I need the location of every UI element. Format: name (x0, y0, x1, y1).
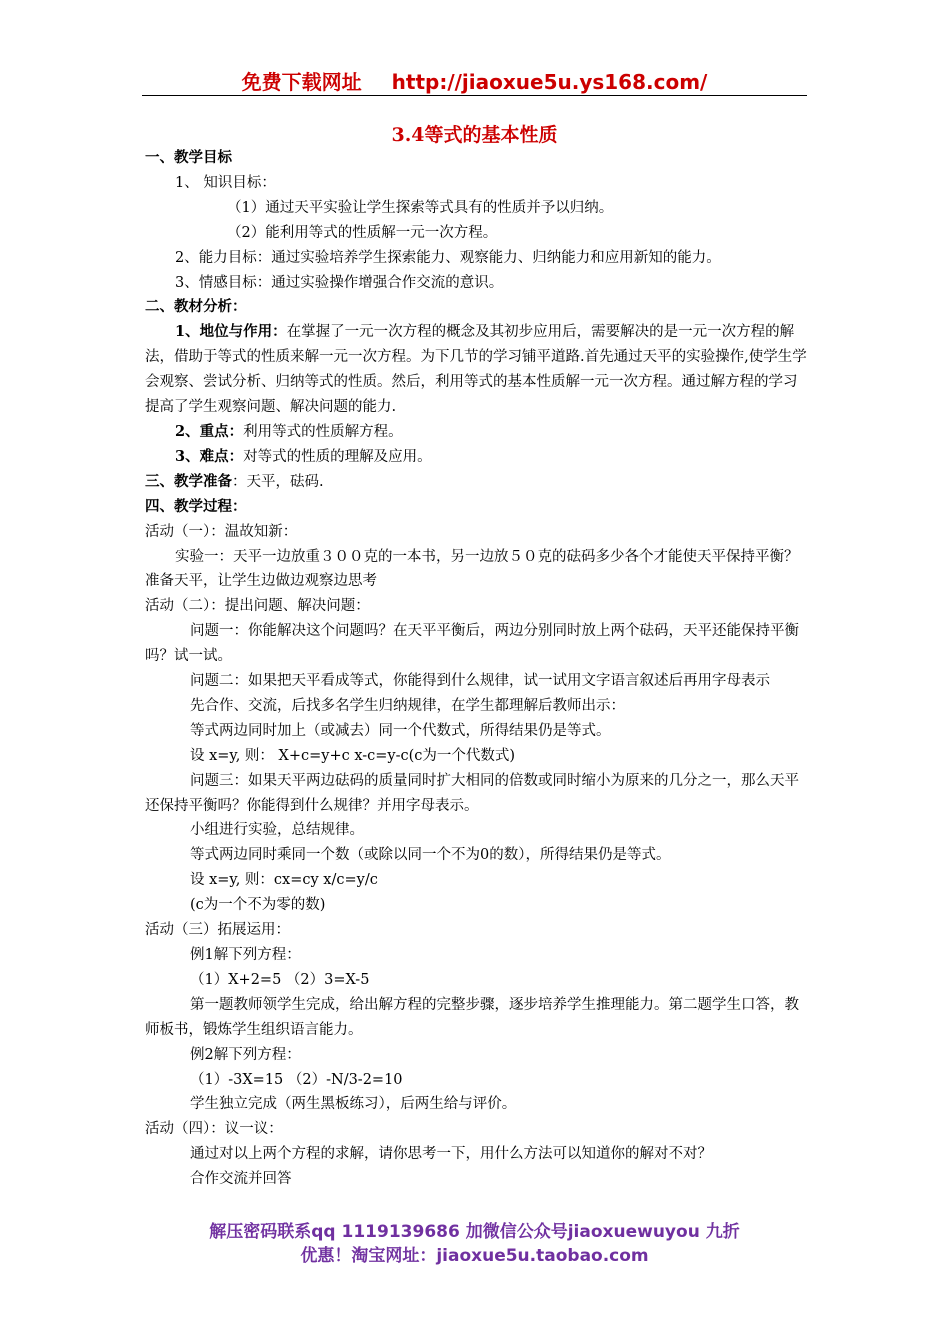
group-experiment: 小组进行实验，总结规律。 (190, 822, 364, 839)
footer-line-2[interactable]: 优惠！淘宝网址：jiaoxue5u.taobao.com (300, 1246, 649, 1266)
example-2-heading: 例2解下列方程： (190, 1046, 301, 1063)
role-paragraph (145, 320, 810, 420)
knowledge-goal: 1、 知识目标： (175, 174, 276, 191)
difficult-point-text: 对等式的性质的理解及应用。 (243, 448, 432, 465)
header-url-link[interactable]: http://jiaoxue5u.ys168.com/ (391, 70, 708, 94)
cooperate-text: 先合作、交流，后找多名学生归纳规律，在学生都理解后教师出示： (190, 697, 625, 714)
activity-2-heading: 活动（二）：提出问题、解决问题： (145, 598, 370, 615)
emotion-goal: 3、情感目标：通过实验操作增强合作交流的意识。 (175, 274, 504, 291)
experiment-1: 实验一：天平一边放重３００克的一本书，另一边放５０克的砝码多少各个才能使天平保持平衡？准备天平，让学生边做边观察边思考 (145, 548, 799, 590)
activity-1-heading: 活动（一）：温故知新： (145, 523, 298, 540)
preparation-text: ：天平，砝码. (232, 473, 324, 490)
example-1-items: （1）X+2=5 （2）3=X-5 (190, 971, 370, 988)
rule-multiply-divide: 等式两边同时乘同一个数（或除以同一个不为0的数），所得结果仍是等式。 (190, 847, 671, 864)
download-header (142, 66, 807, 95)
footer-notice (142, 1220, 807, 1268)
discussion-question: 通过对以上两个方程的求解，请你思考一下，用什么方法可以知道你的解对不对？ (190, 1146, 712, 1163)
difficult-point-label: 3、难点： (175, 447, 244, 465)
formula-note: (c为一个不为零的数) (190, 897, 326, 914)
section-preparation (145, 470, 810, 495)
formula-add-subtract: 设 x=y, 则： X+c=y+c x-c=y-c(c为一个代数式) (190, 747, 516, 764)
role-label: 1、地位与作用： (175, 323, 287, 341)
example-2-items: （1）-3X=15 （2）-N/3-2=10 (190, 1071, 403, 1088)
header-label: 免费下载网址 (241, 70, 362, 94)
section-material-analysis: 二、教材分析： (145, 298, 247, 316)
activity-3-heading: 活动（三）拓展运用： (145, 922, 290, 939)
question-2: 问题二：如果把天平看成等式，你能得到什么规律，试一试用文字语言叙述后再用字母表示 (190, 673, 770, 690)
section-teaching-process: 四、教学过程： (145, 497, 247, 515)
key-point (145, 420, 810, 445)
section-teaching-goals: 一、教学目标 (145, 149, 232, 166)
activity-4-heading: 活动（四）：议一议： (145, 1121, 283, 1138)
knowledge-goal-2: （2）能利用等式的性质解一元一次方程。 (227, 224, 498, 241)
preparation-label: 三、教学准备 (145, 472, 232, 490)
discussion-answer: 合作交流并回答 (190, 1171, 292, 1188)
example-2-text: 学生独立完成（两生黑板练习），后两生给与评价。 (190, 1096, 517, 1113)
ability-goal: 2、能力目标：通过实验培养学生探索能力、观察能力、归纳能力和应用新知的能力。 (175, 249, 721, 266)
lesson-body (145, 146, 810, 1192)
question-3: 问题三：如果天平两边砝码的质量同时扩大相同的倍数或同时缩小为原来的几分之一，那么天平还保持平衡吗？你能得到什么规律？并用字母表示。 (145, 772, 799, 814)
page-title: 3.4等式的基本性质 (391, 124, 558, 146)
example-1-text: 第一题教师领学生完成，给出解方程的完整步骤，逐步培养学生推理能力。第二题学生口答，教师板书，锻炼学生组织语言能力。 (145, 996, 799, 1038)
question-1: 问题一：你能解决这个问题吗？在天平平衡后，两边分别同时放上两个砝码，天平还能保持平衡吗？试一试。 (145, 623, 799, 665)
key-point-label: 2、重点： (175, 422, 244, 440)
example-1-heading: 例1解下列方程： (190, 947, 301, 963)
formula-multiply-divide: 设 x=y, 则：cx=cy x/c=y/c (190, 872, 378, 889)
footer-line-1: 解压密码联系qq 1119139686 加微信公众号jiaoxuewuyou 九折 (209, 1222, 740, 1242)
rule-add-subtract: 等式两边同时加上（或减去）同一个代数式，所得结果仍是等式。 (190, 722, 611, 739)
role-text: 在掌握了一元一次方程的概念及其初步应用后，需要解决的是一元一次方程的解法，借助于等式的性质来解一元一次方程。为下几节的学习铺平道路.首先通过天平的实验操作,使学生学会观察、尝试分析、归纳等式的性质。然后，利用等式的基本性质解一元一次方程。通过解方程的学习提高了学生观察问题、解决问题的能力. (145, 324, 807, 416)
difficult-point (145, 445, 810, 470)
key-point-text: 利用等式的性质解方程。 (243, 423, 403, 440)
knowledge-goal-1: （1）通过天平实验让学生探索等式具有的性质并予以归纳。 (227, 199, 614, 216)
header-divider (142, 95, 807, 96)
